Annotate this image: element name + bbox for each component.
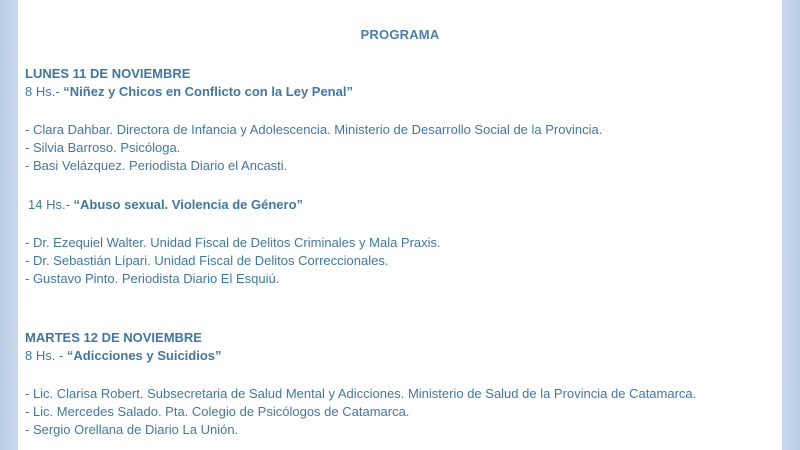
left-frame-border (0, 0, 18, 450)
speaker-item: - Basi Velázquez. Periodista Diario el Ancasti. (25, 158, 288, 173)
speaker-item: - Lic. Mercedes Salado. Pta. Colegio de Psicólogos de Catamarca. (25, 404, 410, 419)
day-heading: MARTES 12 DE NOVIEMBRE (25, 330, 202, 345)
session-topic: “Niñez y Chicos en Conflicto con la Ley Penal” (63, 84, 353, 99)
speaker-item: - Sergio Orellana de Diario La Unión. (25, 422, 239, 437)
speaker-item: - Dr. Ezequiel Walter. Unidad Fiscal de Delitos Criminales y Mala Praxis. (25, 235, 441, 250)
speaker-item: - Clara Dahbar. Directora de Infancia y Adolescencia. Ministerio de Desarrollo Social de la Provincia. (25, 122, 603, 137)
program-title: PROGRAMA (360, 27, 440, 42)
right-frame-border (782, 0, 800, 450)
session-line (25, 83, 353, 101)
speaker-item: - Gustavo Pinto. Periodista Diario El Esquiú. (25, 271, 280, 286)
speaker-item: - Dr. Sebastián Lípari. Unidad Fiscal de Delitos Correccionales. (25, 253, 389, 268)
session-time: 8 Hs.- (25, 84, 60, 99)
session-line (25, 347, 222, 365)
session-time: 8 Hs. - (25, 348, 64, 363)
day-heading: LUNES 11 DE NOVIEMBRE (25, 66, 191, 81)
program-page (18, 0, 782, 450)
session-topic: “Abuso sexual. Violencia de Género” (73, 197, 304, 212)
session-time: 14 Hs.- (28, 197, 70, 212)
speaker-item: - Lic. Clarisa Robert. Subsecretaria de Salud Mental y Adicciones. Ministerio de Salud de la Provincia de Catamarca. (25, 386, 697, 401)
session-line (28, 196, 303, 214)
speaker-item: - Silvia Barroso. Psicóloga. (25, 140, 181, 155)
session-topic: “Adicciones y Suicidios” (66, 348, 222, 363)
